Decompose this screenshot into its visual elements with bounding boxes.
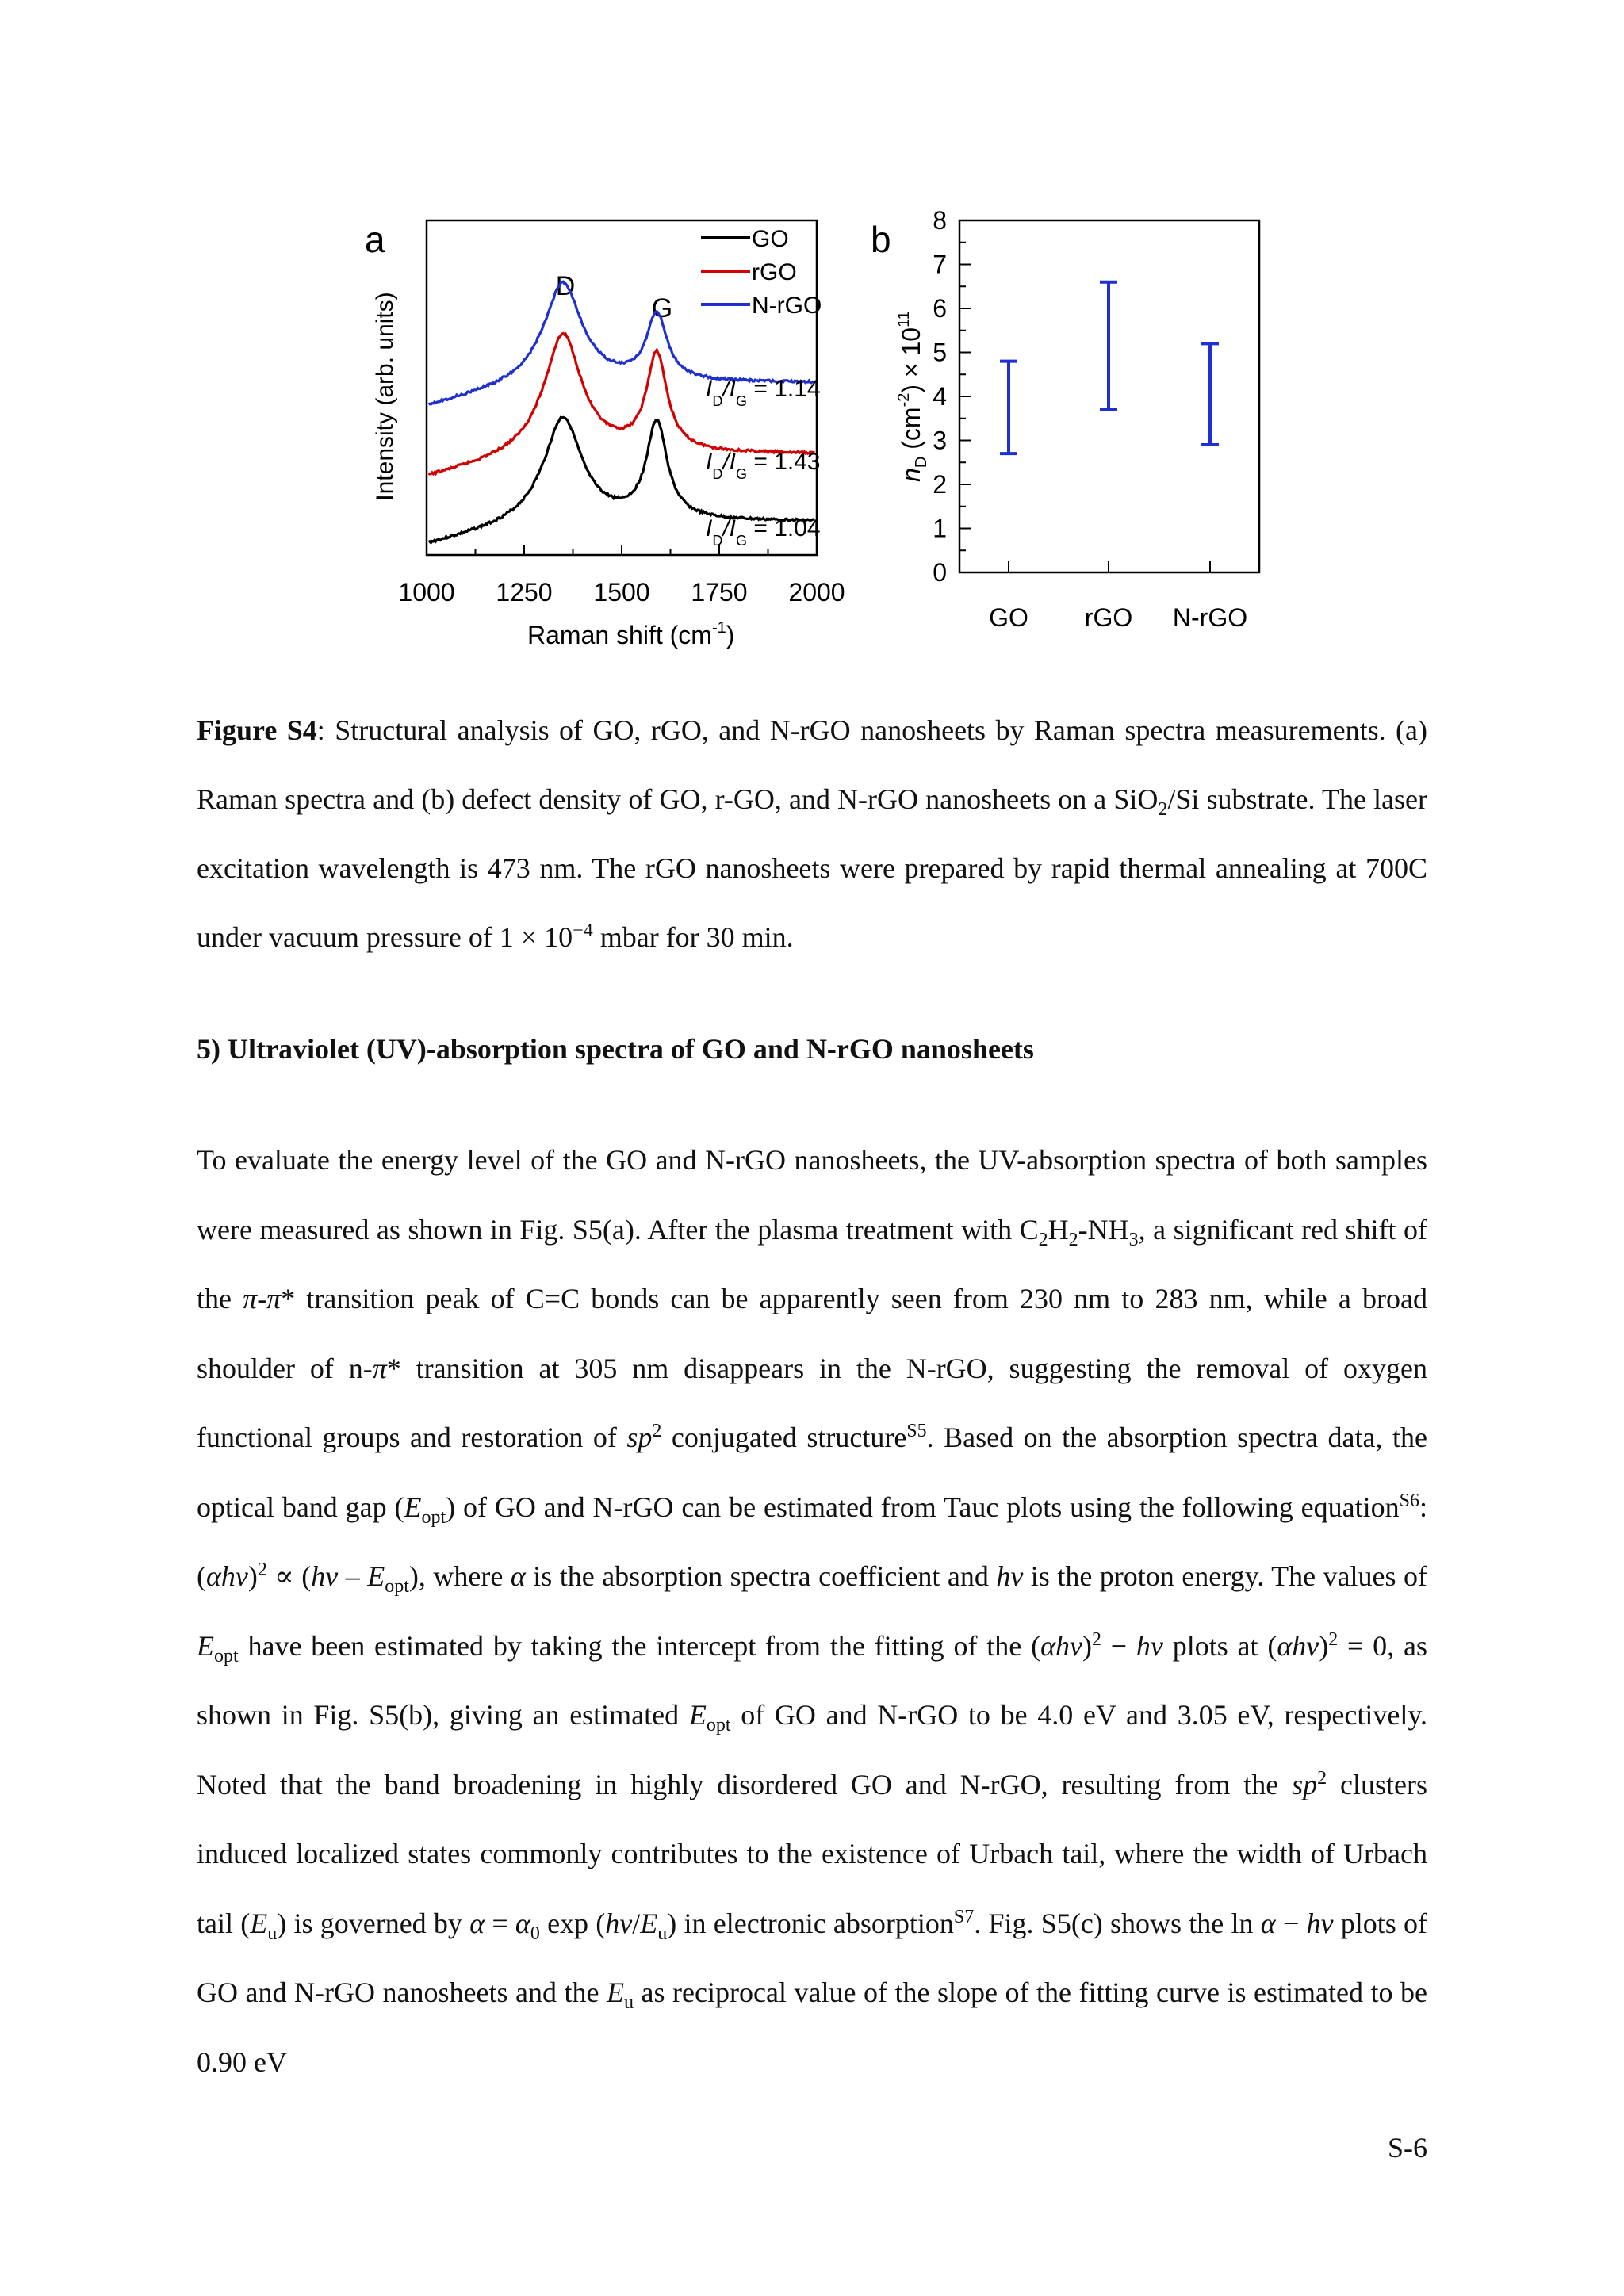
defect-x-tick-label: GO (989, 603, 1028, 632)
body-sup: S6 (1399, 1490, 1419, 1511)
defect-y-ticks (933, 206, 971, 587)
body-sup: 2 (257, 1559, 267, 1580)
body-italic: π (243, 1283, 258, 1314)
raman-x-ticks (427, 545, 817, 555)
body-text: − (1101, 1629, 1136, 1662)
body-italic: α (515, 1907, 530, 1939)
body-text: . Based on the absorption spectra data, the optical band gap ( (197, 1422, 1428, 1523)
defect-y-tick-label: 2 (933, 470, 947, 499)
body-text: . Fig. S5(c) shows the ln (974, 1907, 1261, 1939)
body-text: plots of GO and N-rGO nanosheets and the (197, 1907, 1427, 2008)
body-text: plots at ( (1162, 1629, 1277, 1662)
body-text: To evaluate the energy level of the GO and N-rGO nanosheets, the UV-absorption spectra of both samples were measured as shown in Fig. S5(a). After the plasma treatment with C (197, 1144, 1427, 1246)
body-text: ) in electronic absorption (667, 1907, 954, 1939)
ratio-label-n-rgo: $I_D/I_G = 1.14$ (706, 376, 821, 409)
caption-text: mbar for 30 min. (592, 921, 794, 953)
body-italic: π (372, 1352, 387, 1384)
body-text: - (257, 1283, 267, 1314)
body-sub: 2 (1038, 1229, 1048, 1250)
body-italic: αhv (206, 1560, 248, 1592)
body-sup: 2 (652, 1421, 662, 1441)
defect-range-bars (1000, 282, 1219, 453)
raman-x-tick-label: 1750 (691, 578, 748, 607)
raman-legend (701, 226, 822, 319)
raman-x-tick-labels (398, 578, 845, 607)
body-text: ) (1082, 1629, 1092, 1662)
body-text: ) of GO and N-rGO can be estimated from Tauc plots using the following equation (446, 1490, 1400, 1523)
body-italic: hv (1136, 1629, 1163, 1662)
caption-sub: 2 (1158, 799, 1168, 821)
body-text: – (338, 1560, 368, 1592)
raman-ratio-labels (706, 376, 821, 549)
body-text: / (632, 1907, 641, 1939)
body-italic: hv (311, 1560, 339, 1592)
body-sub: 0 (530, 1923, 540, 1944)
range-bar-n-rgo (1201, 343, 1219, 445)
body-sup: 2 (1317, 1767, 1327, 1789)
body-sub: opt (385, 1576, 409, 1598)
page-number: S-6 (1387, 2132, 1427, 2164)
body-italic: αhv (1040, 1629, 1082, 1662)
body-sub: 3 (1128, 1229, 1139, 1250)
body-text: * transition peak of C=C bonds can be apparently seen from 230 nm to 283 nm, while a broad shoulder of n- (197, 1283, 1427, 1384)
body-text: -NH (1078, 1213, 1129, 1246)
body-sub: u (624, 1992, 634, 2014)
body-text: have been estimated by taking the intercept from the fitting of the ( (238, 1629, 1041, 1662)
caption-text: : Structural analysis of GO, rGO, and N-rGO nanosheets by Raman spectra measurements. (a) Raman spectra and (b) defect density of GO, r-GO, and N-rGO nanosheets on a SiO (197, 714, 1428, 815)
defect-y-tick-label: 5 (933, 338, 947, 367)
body-text: * transition at 305 nm disappears in the N-rGO, suggesting the removal of oxygen functional groups and restoration of (197, 1352, 1427, 1453)
raman-x-tick-label: 1500 (593, 578, 650, 607)
body-italic: α (469, 1907, 485, 1939)
body-text: exp ( (539, 1907, 606, 1939)
body-italic: hv (605, 1907, 633, 1939)
panel-a-label: a (365, 219, 385, 260)
figure-caption (197, 696, 1427, 972)
defect-y-tick-label: 4 (933, 382, 947, 411)
body-text: is the proton energy. The values of (1023, 1560, 1427, 1592)
body-italic: E (250, 1907, 268, 1939)
raman-x-tick-label: 1250 (496, 578, 553, 607)
body-sup: S7 (953, 1906, 975, 1927)
figure-s4 (0, 0, 1624, 666)
body-text: of GO and N-rGO to be 4.0 eV and 3.05 eV, respectively. Noted that the band broadening in highly disordered GO and N-rGO, resulting from the (197, 1699, 1427, 1800)
ratio-label-rgo: $I_D/I_G = 1.43$ (706, 449, 821, 482)
body-italic: α (510, 1560, 526, 1592)
body-italic: hv (1306, 1907, 1334, 1939)
defect-x-tick-label: N-rGO (1172, 603, 1248, 632)
raman-x-axis-label: Raman shift $(cm^{-1})$ (527, 619, 735, 649)
body-sup: 2 (1091, 1628, 1101, 1650)
body-sub: u (267, 1923, 278, 1944)
body-italic: E (367, 1560, 385, 1592)
peak-label-d: D (555, 271, 576, 301)
ratio-label-go: $I_D/I_G = 1.04$ (706, 515, 821, 549)
body-paragraph (197, 1126, 1427, 2097)
peak-label-g: G (651, 293, 673, 323)
body-italic: E (197, 1629, 214, 1662)
legend-label-n-rgo: N-rGO (752, 293, 822, 319)
body-italic: sp (626, 1422, 653, 1453)
body-text: ) is governed by (277, 1907, 470, 1939)
defect-y-tick-label: 1 (933, 514, 947, 543)
defect-y-tick-label: 6 (933, 294, 947, 323)
body-sub: opt (214, 1645, 239, 1667)
raman-y-axis-label: Intensity (arb. units) (372, 292, 398, 501)
defect-y-axis-label: $n_D$ $(cm^{-2}) \times 10^{11}$ (895, 311, 930, 482)
body-sub: opt (706, 1715, 731, 1736)
body-italic: sp (1292, 1768, 1318, 1800)
body-text: − (1275, 1907, 1307, 1939)
raman-x-tick-label: 1000 (398, 578, 455, 607)
defect-y-tick-label: 7 (933, 250, 947, 279)
body-italic: α (1260, 1907, 1276, 1939)
body-italic: E (607, 1976, 625, 2008)
caption-text: /Si substrate. The laser excitation wavelength is 473 nm. The rGO nanosheets were prepared by rapid thermal annealing at 700C under vacuum pressure of 1 × 10 (197, 783, 1427, 953)
caption-sup: −4 (573, 920, 593, 941)
body-text: ), where (408, 1560, 511, 1592)
body-text: is the absorption spectra coefficient and (525, 1560, 997, 1592)
body-text: as reciprocal value of the slope of the fitting curve is estimated to be 0.90 eV (197, 1976, 1427, 2078)
body-text: clusters induced localized states commonly contributes to the existence of Urbach tail, where the width of Urbach tail ( (197, 1768, 1427, 1939)
body-sub: 2 (1068, 1229, 1078, 1250)
body-sup: S5 (906, 1421, 927, 1441)
body-text: conjugated structure (661, 1422, 907, 1453)
range-bar-rgo (1100, 282, 1117, 410)
panel-b-label: b (871, 219, 891, 260)
body-italic: hv (996, 1560, 1024, 1592)
body-text: = 0, as shown in Fig. S5(b), giving an estimated (197, 1629, 1428, 1731)
legend-label-go: GO (752, 226, 789, 252)
body-text: ) (1319, 1629, 1329, 1662)
legend-label-rgo: rGO (752, 259, 797, 285)
body-sup: 2 (1328, 1628, 1339, 1650)
body-italic: E (640, 1907, 658, 1939)
body-text: ) (247, 1560, 258, 1592)
defect-y-tick-label: 0 (933, 558, 947, 587)
body-text: , a significant red shift of the (197, 1213, 1427, 1314)
body-sub: opt (421, 1506, 446, 1528)
body-sub: u (657, 1923, 668, 1944)
body-italic: αhv (1277, 1629, 1320, 1662)
body-text: ∝ ( (266, 1560, 312, 1592)
range-bar-go (1000, 362, 1017, 454)
defect-x-tick-label: rGO (1084, 603, 1133, 632)
raman-x-tick-label: 2000 (788, 578, 845, 607)
body-text: : ( (197, 1490, 1427, 1592)
body-text: = (485, 1907, 515, 1939)
body-italic: E (688, 1699, 707, 1731)
body-italic: E (404, 1490, 422, 1523)
caption-label: Figure S4 (197, 714, 317, 746)
defect-y-tick-label: 3 (933, 426, 947, 455)
body-italic: π (266, 1283, 282, 1314)
body-text: H (1048, 1213, 1069, 1246)
section-heading: 5) Ultraviolet (UV)-absorption spectra of GO and N-rGO nanosheets (197, 1033, 1034, 1065)
raman-curves (429, 281, 815, 542)
defect-y-tick-label: 8 (933, 206, 947, 235)
